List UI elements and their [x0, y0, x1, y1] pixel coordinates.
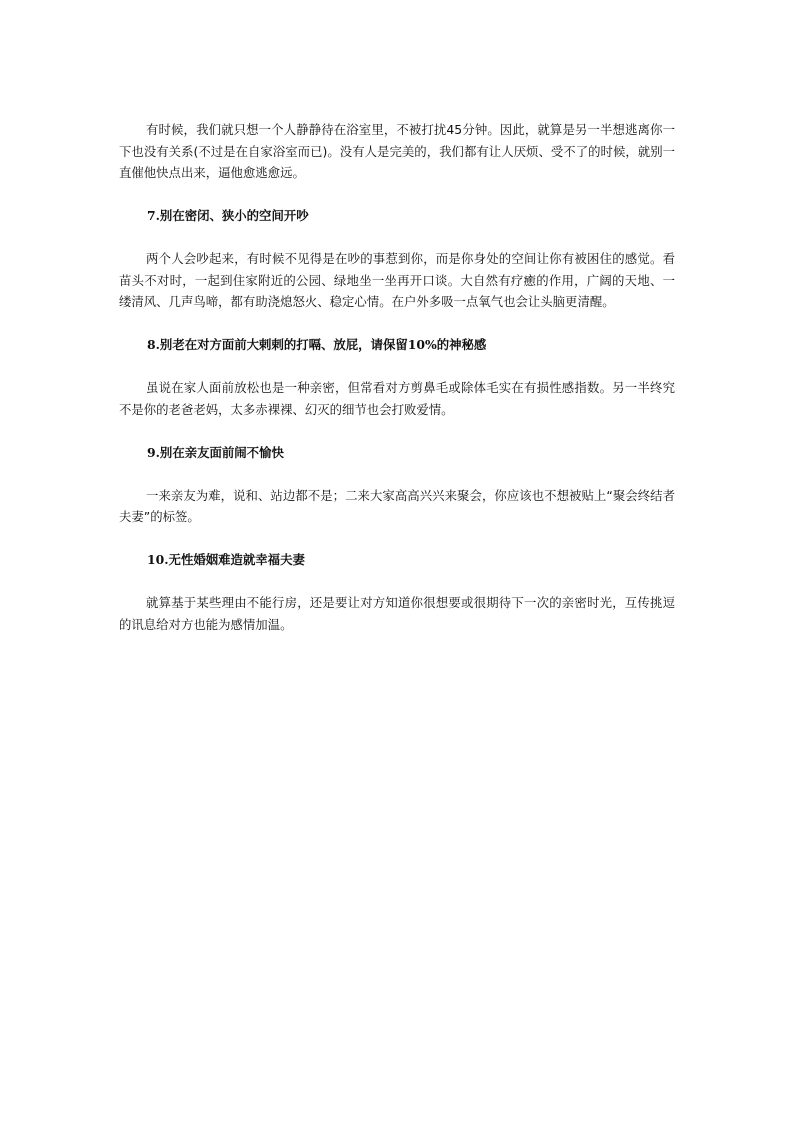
spacer: [119, 463, 675, 485]
paragraph-7: 两个人会吵起来，有时候不见得是在吵的事惹到你，而是你身处的空间让你有被困住的感觉。看苗头不对时，一起到住家附近的公园、绿地坐一坐再开口谈。大自然有疗癒的作用，广阔的天地、一缕清风、几声鸟啼，都有助浇熄怒火、稳定心情。在户外多吸一点氧气也会让头脑更清醒。: [119, 251, 675, 309]
spacer: [119, 313, 675, 335]
spacer: [119, 420, 675, 442]
heading-9: 9.别在亲友面前闹不愉快: [147, 444, 284, 460]
heading-8: 8.别老在对方面前大剌剌的打嗝、放屁，请保留10%的神秘感: [147, 337, 487, 352]
spacer: [119, 356, 675, 378]
spacer: [119, 571, 675, 593]
heading-7: 7.别在密闭、狭小的空间开吵: [147, 208, 309, 223]
spacer: [119, 227, 675, 249]
spacer: [119, 528, 675, 550]
paragraph-9: 一来亲友为难，说和、站边都不是；二来大家高高兴兴来聚会，你应该也不想被贴上“聚会终结者夫妻”的标签。: [119, 487, 675, 524]
spacer: [119, 184, 675, 206]
heading-10: 10.无性婚姻难造就幸福夫妻: [147, 552, 305, 567]
document-body: [119, 119, 675, 635]
paragraph-bathroom: 有时候，我们就只想一个人静静待在浴室里，不被打扰45分钟。因此，就算是另一半想逃离你一下也没有关系(不过是在自家浴室而已)。没有人是完美的，我们都有让人厌烦、受不了的时候，就别一直催他快点出来，逼他愈逃愈远。: [119, 122, 675, 180]
paragraph-8: 虽说在家人面前放松也是一种亲密，但常看对方剪鼻毛或除体毛实在有损性感指数。另一半终究不是你的老爸老妈，太多赤裸裸、幻灭的细节也会打败爱情。: [119, 380, 675, 417]
paragraph-10: 就算基于某些理由不能行房，还是要让对方知道你很想要或很期待下一次的亲密时光，互传挑逗的讯息给对方也能为感情加温。: [119, 595, 675, 632]
